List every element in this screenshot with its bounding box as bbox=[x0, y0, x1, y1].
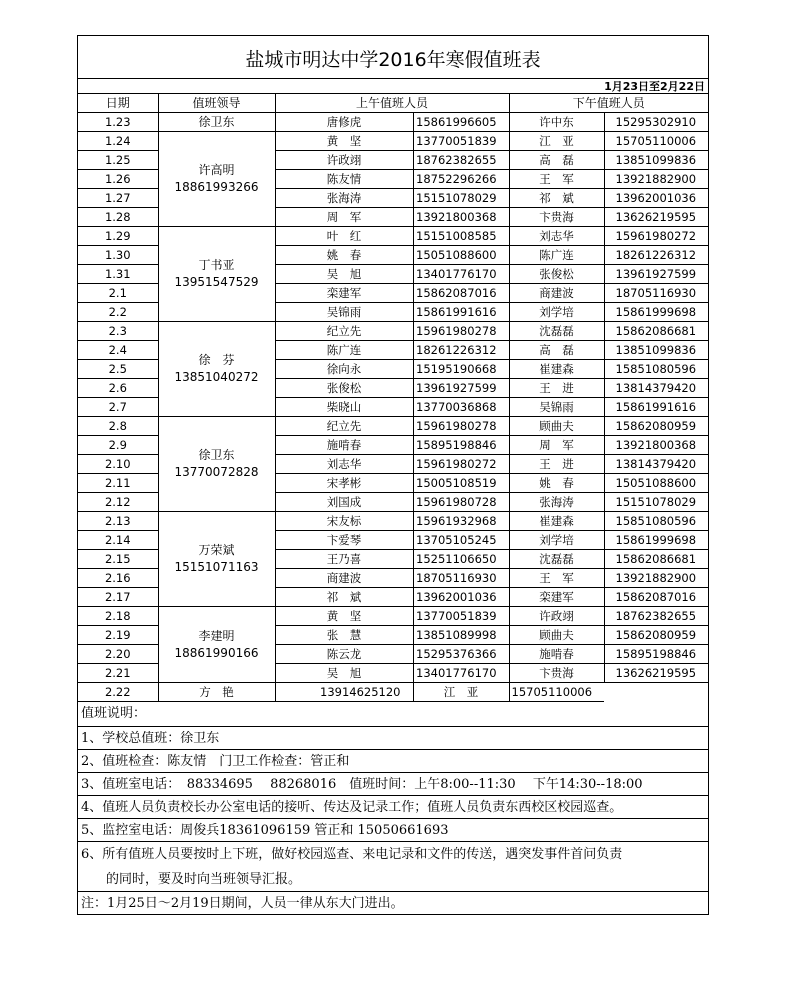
afternoon-phone: 13921800368 bbox=[604, 436, 708, 455]
note-item-1: 1、学校总值班：徐卫东 bbox=[78, 726, 708, 749]
afternoon-phone: 15851080596 bbox=[604, 360, 708, 379]
afternoon-name: 张海涛 bbox=[509, 493, 604, 512]
afternoon-name: 陈广连 bbox=[509, 246, 604, 265]
header-morning: 上午值班人员 bbox=[275, 94, 509, 113]
afternoon-name: 刘志华 bbox=[509, 227, 604, 246]
note-item-2: 2、值班检查：陈友情 门卫工作检查：管正和 bbox=[78, 749, 708, 772]
afternoon-phone: 13626219595 bbox=[604, 208, 708, 227]
morning-phone: 15961980278 bbox=[413, 322, 509, 341]
morning-name: 唐修虎 bbox=[275, 113, 413, 132]
morning-name: 刘国成 bbox=[275, 493, 413, 512]
date-cell: 1.24 bbox=[78, 132, 158, 151]
header-date: 日期 bbox=[78, 94, 158, 113]
leader-cell bbox=[158, 132, 275, 227]
leader-name: 徐 芬 bbox=[198, 353, 235, 367]
header-afternoon: 下午值班人员 bbox=[509, 94, 708, 113]
afternoon-phone: 18261226312 bbox=[604, 246, 708, 265]
leader-cell bbox=[158, 607, 275, 683]
afternoon-name: 王 进 bbox=[509, 379, 604, 398]
roster-table bbox=[78, 94, 708, 702]
leader-name: 李建明 bbox=[198, 628, 235, 643]
leader-name: 丁书亚 bbox=[198, 258, 235, 272]
date-range: 1月23日至2月22日 bbox=[78, 79, 708, 94]
morning-phone: 15051088600 bbox=[413, 246, 509, 265]
leader-cell bbox=[158, 512, 275, 607]
afternoon-name: 江 亚 bbox=[413, 683, 509, 702]
date-cell: 2.4 bbox=[78, 341, 158, 360]
table-row bbox=[78, 512, 708, 531]
morning-phone: 18752296266 bbox=[413, 170, 509, 189]
header-leader: 值班领导 bbox=[158, 94, 275, 113]
morning-name: 吴 旭 bbox=[275, 265, 413, 284]
date-cell: 2.6 bbox=[78, 379, 158, 398]
roster-body bbox=[78, 94, 708, 702]
date-cell: 1.26 bbox=[78, 170, 158, 189]
morning-name: 许政翊 bbox=[275, 151, 413, 170]
afternoon-name: 栾建军 bbox=[509, 588, 604, 607]
date-cell: 1.31 bbox=[78, 265, 158, 284]
morning-phone: 18762382655 bbox=[413, 151, 509, 170]
date-cell: 2.5 bbox=[78, 360, 158, 379]
morning-name: 卞爱琴 bbox=[275, 531, 413, 550]
afternoon-phone: 15851080596 bbox=[604, 512, 708, 531]
header-row bbox=[78, 94, 708, 113]
morning-name: 宋友标 bbox=[275, 512, 413, 531]
date-cell: 2.13 bbox=[78, 512, 158, 531]
afternoon-phone: 13961927599 bbox=[604, 265, 708, 284]
leader-name: 徐卫东 bbox=[198, 114, 235, 129]
date-cell: 2.18 bbox=[78, 607, 158, 626]
morning-name: 陈友情 bbox=[275, 170, 413, 189]
afternoon-name: 王 军 bbox=[509, 170, 604, 189]
morning-name: 陈云龙 bbox=[275, 645, 413, 664]
afternoon-phone: 15151078029 bbox=[604, 493, 708, 512]
date-cell: 2.9 bbox=[78, 436, 158, 455]
afternoon-phone: 15862080959 bbox=[604, 417, 708, 436]
date-cell: 2.10 bbox=[78, 455, 158, 474]
afternoon-name: 高 磊 bbox=[509, 341, 604, 360]
morning-phone: 13705105245 bbox=[413, 531, 509, 550]
afternoon-name: 崔建森 bbox=[509, 360, 604, 379]
page-title: 盐城市明达中学2016年寒假值班表 bbox=[78, 36, 708, 79]
morning-phone: 13770036868 bbox=[413, 398, 509, 417]
afternoon-phone: 13921882900 bbox=[604, 569, 708, 588]
table-row bbox=[78, 607, 708, 626]
date-cell: 2.17 bbox=[78, 588, 158, 607]
duty-notes bbox=[78, 702, 708, 914]
afternoon-name: 刘学培 bbox=[509, 303, 604, 322]
date-cell: 2.7 bbox=[78, 398, 158, 417]
afternoon-phone: 15861991616 bbox=[604, 398, 708, 417]
morning-name: 姚 春 bbox=[275, 246, 413, 265]
afternoon-name: 顾曲夫 bbox=[509, 417, 604, 436]
morning-name: 刘志华 bbox=[275, 455, 413, 474]
morning-name: 吴 旭 bbox=[275, 664, 413, 683]
afternoon-name: 张俊松 bbox=[509, 265, 604, 284]
morning-name: 徐向永 bbox=[275, 360, 413, 379]
date-cell: 1.29 bbox=[78, 227, 158, 246]
morning-name: 纪立先 bbox=[275, 417, 413, 436]
morning-phone: 13401776170 bbox=[413, 265, 509, 284]
morning-name: 方 艳 bbox=[158, 683, 275, 702]
date-cell: 2.19 bbox=[78, 626, 158, 645]
date-cell: 2.11 bbox=[78, 474, 158, 493]
morning-name: 宋孝彬 bbox=[275, 474, 413, 493]
afternoon-phone: 13851099836 bbox=[604, 151, 708, 170]
afternoon-name: 崔建森 bbox=[509, 512, 604, 531]
table-row bbox=[78, 322, 708, 341]
leader-name: 万荣斌 bbox=[198, 543, 235, 557]
leader-phone: 18861990166 bbox=[174, 645, 259, 660]
morning-phone: 18705116930 bbox=[413, 569, 509, 588]
afternoon-phone: 15862086681 bbox=[604, 322, 708, 341]
afternoon-name: 许政翊 bbox=[509, 607, 604, 626]
morning-phone: 13401776170 bbox=[413, 664, 509, 683]
morning-phone: 15005108519 bbox=[413, 474, 509, 493]
date-cell: 2.15 bbox=[78, 550, 158, 569]
afternoon-phone: 15051088600 bbox=[604, 474, 708, 493]
morning-name: 栾建军 bbox=[275, 284, 413, 303]
leader-phone: 15151071163 bbox=[174, 560, 259, 574]
afternoon-phone: 15705110006 bbox=[604, 132, 708, 151]
morning-name: 黄 坚 bbox=[275, 132, 413, 151]
note-item-4: 4、值班人员负责校长办公室电话的接听、传达及记录工作；值班人员负责东西校区校园巡查。 bbox=[78, 795, 708, 818]
morning-name: 叶 红 bbox=[275, 227, 413, 246]
afternoon-phone: 13814379420 bbox=[604, 455, 708, 474]
date-cell: 1.30 bbox=[78, 246, 158, 265]
afternoon-name: 沈磊磊 bbox=[509, 322, 604, 341]
date-cell: 2.12 bbox=[78, 493, 158, 512]
afternoon-phone: 13962001036 bbox=[604, 189, 708, 208]
afternoon-name: 周 军 bbox=[509, 436, 604, 455]
afternoon-name: 王 进 bbox=[509, 455, 604, 474]
morning-phone: 15251106650 bbox=[413, 550, 509, 569]
notes-heading: 值班说明： bbox=[81, 706, 147, 721]
afternoon-name: 江 亚 bbox=[509, 132, 604, 151]
note-item-6 bbox=[78, 841, 708, 891]
afternoon-phone: 15861999698 bbox=[604, 303, 708, 322]
date-cell: 2.2 bbox=[78, 303, 158, 322]
morning-name: 吴锦雨 bbox=[275, 303, 413, 322]
morning-phone: 13962001036 bbox=[413, 588, 509, 607]
morning-phone: 15862087016 bbox=[413, 284, 509, 303]
afternoon-phone: 15862087016 bbox=[604, 588, 708, 607]
afternoon-phone: 15295302910 bbox=[604, 113, 708, 132]
afternoon-name: 高 磊 bbox=[509, 151, 604, 170]
morning-phone: 13921800368 bbox=[413, 208, 509, 227]
afternoon-name: 卞贵海 bbox=[509, 208, 604, 227]
afternoon-phone: 13814379420 bbox=[604, 379, 708, 398]
morning-phone: 15961932968 bbox=[413, 512, 509, 531]
afternoon-phone: 13626219595 bbox=[604, 664, 708, 683]
afternoon-name: 顾曲夫 bbox=[509, 626, 604, 645]
morning-phone: 13851089998 bbox=[413, 626, 509, 645]
leader-cell bbox=[158, 417, 275, 512]
morning-name: 纪立先 bbox=[275, 322, 413, 341]
date-cell: 2.3 bbox=[78, 322, 158, 341]
date-cell: 2.1 bbox=[78, 284, 158, 303]
afternoon-name: 王 军 bbox=[509, 569, 604, 588]
morning-name: 张 慧 bbox=[275, 626, 413, 645]
morning-phone: 13770051839 bbox=[413, 607, 509, 626]
afternoon-phone: 13921882900 bbox=[604, 170, 708, 189]
morning-name: 黄 坚 bbox=[275, 607, 413, 626]
leader-phone: 13770072828 bbox=[174, 465, 259, 479]
note-item-5: 5、监控室电话：周俊兵18361096159 管正和 15050661693 bbox=[78, 818, 708, 841]
leader-name: 许高明 bbox=[198, 163, 235, 177]
afternoon-name: 刘学培 bbox=[509, 531, 604, 550]
afternoon-name: 祁 斌 bbox=[509, 189, 604, 208]
date-cell: 1.23 bbox=[78, 113, 158, 132]
date-cell: 2.14 bbox=[78, 531, 158, 550]
morning-phone: 15195190668 bbox=[413, 360, 509, 379]
date-cell: 2.21 bbox=[78, 664, 158, 683]
morning-name: 商建波 bbox=[275, 569, 413, 588]
afternoon-phone: 15862080959 bbox=[604, 626, 708, 645]
afternoon-phone: 15861999698 bbox=[604, 531, 708, 550]
date-cell: 1.28 bbox=[78, 208, 158, 227]
afternoon-name: 施啃春 bbox=[509, 645, 604, 664]
morning-phone: 15861996605 bbox=[413, 113, 509, 132]
table-row bbox=[78, 227, 708, 246]
morning-phone: 13914625120 bbox=[275, 683, 413, 702]
morning-phone: 15961980272 bbox=[413, 455, 509, 474]
morning-phone: 15861991616 bbox=[413, 303, 509, 322]
afternoon-phone: 13851099836 bbox=[604, 341, 708, 360]
morning-phone: 15295376366 bbox=[413, 645, 509, 664]
afternoon-name: 商建波 bbox=[509, 284, 604, 303]
morning-phone: 13961927599 bbox=[413, 379, 509, 398]
morning-name: 张俊松 bbox=[275, 379, 413, 398]
afternoon-phone: 18705116930 bbox=[604, 284, 708, 303]
table-row bbox=[78, 132, 708, 151]
morning-name: 周 军 bbox=[275, 208, 413, 227]
leader-cell bbox=[158, 322, 275, 417]
date-cell: 1.27 bbox=[78, 189, 158, 208]
morning-phone: 13770051839 bbox=[413, 132, 509, 151]
morning-name: 祁 斌 bbox=[275, 588, 413, 607]
table-row bbox=[78, 683, 708, 702]
leader-cell bbox=[158, 227, 275, 322]
note-item-6-line2: 的同时，要及时向当班领导汇报。 bbox=[106, 872, 302, 887]
afternoon-phone: 15895198846 bbox=[604, 645, 708, 664]
morning-name: 王乃喜 bbox=[275, 550, 413, 569]
morning-phone: 15961980278 bbox=[413, 417, 509, 436]
date-cell: 2.20 bbox=[78, 645, 158, 664]
notes-footer: 注：1月25日～2月19日期间，人员一律从东大门进出。 bbox=[78, 891, 708, 914]
date-cell: 2.16 bbox=[78, 569, 158, 588]
afternoon-phone: 15862086681 bbox=[604, 550, 708, 569]
morning-name: 张海涛 bbox=[275, 189, 413, 208]
afternoon-name: 吴锦雨 bbox=[509, 398, 604, 417]
morning-name: 施啃春 bbox=[275, 436, 413, 455]
afternoon-name: 许中东 bbox=[509, 113, 604, 132]
note-item-3: 3、值班室电话： 88334695 88268016 值班时间：上午8:00--11:30 下午14:30--18:00 bbox=[78, 772, 708, 795]
afternoon-name: 卞贵海 bbox=[509, 664, 604, 683]
afternoon-phone: 18762382655 bbox=[604, 607, 708, 626]
morning-name: 陈广连 bbox=[275, 341, 413, 360]
note-item-6-line1: 6、所有值班人员要按时上下班，做好校园巡查、来电记录和文件的传送，遇突发事件首问负责 bbox=[81, 847, 623, 862]
afternoon-name: 姚 春 bbox=[509, 474, 604, 493]
table-row bbox=[78, 417, 708, 436]
afternoon-phone: 15961980272 bbox=[604, 227, 708, 246]
leader-cell bbox=[158, 113, 275, 132]
table-row bbox=[78, 113, 708, 132]
leader-phone: 13851040272 bbox=[174, 370, 259, 384]
morning-phone: 15151078029 bbox=[413, 189, 509, 208]
duty-roster-sheet bbox=[77, 35, 709, 915]
leader-name: 徐卫东 bbox=[198, 448, 235, 462]
date-cell: 2.22 bbox=[78, 683, 158, 702]
afternoon-name: 沈磊磊 bbox=[509, 550, 604, 569]
leader-phone: 18861993266 bbox=[174, 180, 259, 194]
date-cell: 2.8 bbox=[78, 417, 158, 436]
date-cell: 1.25 bbox=[78, 151, 158, 170]
morning-name: 柴晓山 bbox=[275, 398, 413, 417]
morning-phone: 15895198846 bbox=[413, 436, 509, 455]
morning-phone: 15151008585 bbox=[413, 227, 509, 246]
morning-phone: 18261226312 bbox=[413, 341, 509, 360]
afternoon-phone: 15705110006 bbox=[509, 683, 604, 702]
morning-phone: 15961980728 bbox=[413, 493, 509, 512]
leader-phone: 13951547529 bbox=[174, 275, 259, 289]
